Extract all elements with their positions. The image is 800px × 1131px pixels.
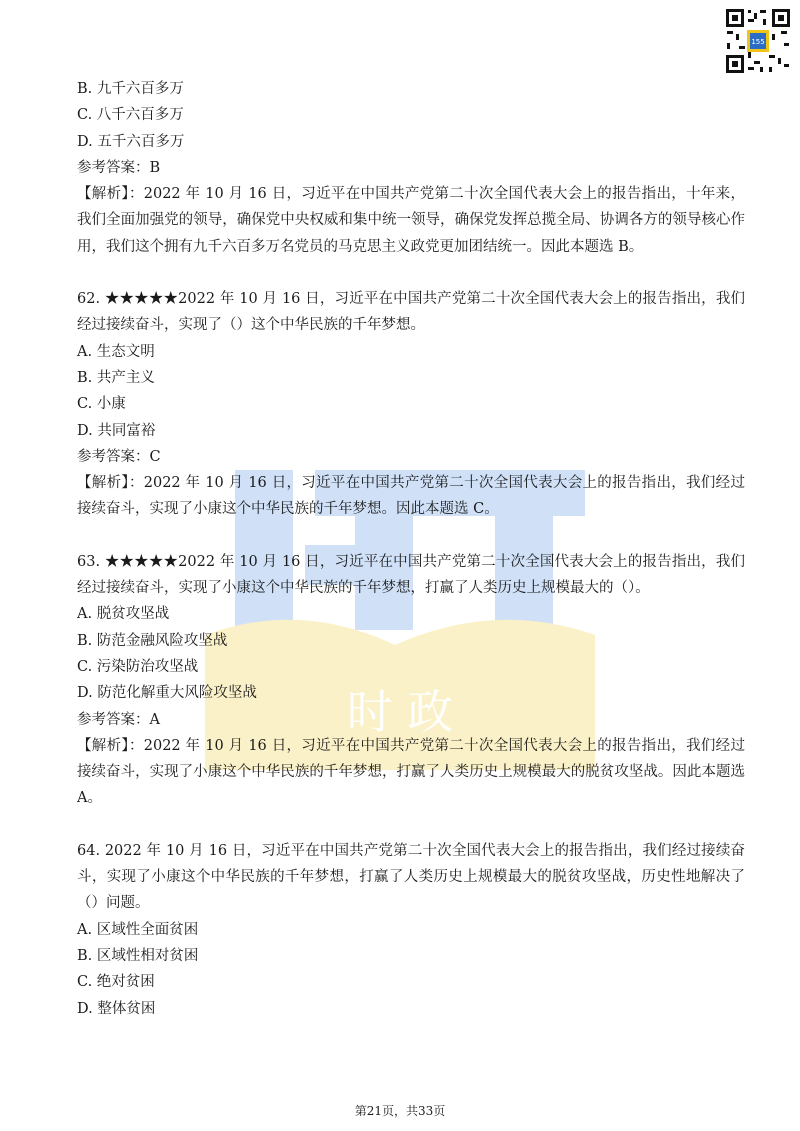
q63-option-b: B. 防范金融风险攻坚战 [77,632,228,649]
option-c: C. 八千六百多万 [77,107,184,124]
q63-option-c: C. 污染防治攻坚战 [77,658,199,675]
option-d: D. 五千六百多万 [77,133,185,150]
q62-reference-answer: 参考答案：C [77,448,161,465]
q62-option-c: C. 小康 [77,396,126,413]
page-footer: 第21页，共33页 [354,1104,446,1118]
q62-option-b: B. 共产主义 [77,369,155,386]
question-62-stem: 62. ★★★★★2022 年 10 月 16 日，习近平在中国共产党第二十次全国代表大会上的报告指出，我们经过接续奋斗，实现了（）这个中华民族的千年梦想。 [77,291,745,334]
q63-option-d: D. 防范化解重大风险攻坚战 [77,685,257,702]
qr-code [724,7,792,75]
q62-analysis: 【解析】：2022 年 10 月 16 日，习近平在中国共产党第二十次全国代表大会上的报告指出，我们经过接续奋斗，实现了小康这个中华民族的千年梦想。因此本题选 C。 [77,475,745,518]
option-b: B. 九千六百多万 [77,81,184,97]
q64-option-d: D. 整体贫困 [77,1000,156,1017]
q63-option-a: A. 脱贫攻坚战 [77,606,170,623]
watermark-text: 时 政 [346,685,454,739]
q64-option-b: B. 区域性相对贫困 [77,947,199,964]
question-63-stem: 63. ★★★★★2022 年 10 月 16 日，习近平在中国共产党第二十次全国代表大会上的报告指出，我们经过接续奋斗，实现了小康这个中华民族的千年梦想，打赢了人类历史上规模最大的（）。 [77,553,745,597]
page-content [77,76,745,1022]
q64-option-c: C. 绝对贫困 [77,974,155,991]
q64-option-a: A. 区域性全面贫困 [77,921,199,938]
q63-analysis: 【解析】：2022 年 10 月 16 日，习近平在中国共产党第二十次全国代表大会上的报告指出，我们经过接续奋斗，实现了小康这个中华民族的千年梦想，打赢了人类历史上规模最大的脱贫攻坚战。因此本题选 A。 [77,737,745,807]
reference-answer: 参考答案：B [77,159,161,176]
q62-option-a: A. 生态文明 [77,343,155,360]
q63-reference-answer: 参考答案：A [77,711,160,728]
analysis-text: 【解析】：2022 年 10 月 16 日，习近平在中国共产党第二十次全国代表大会上的报告指出，十年来，我们全面加强党的领导，确保党中央权威和集中统一领导，确保党发挥总揽全局、协调各方的领导核心作用，我们这个拥有九千六百多万名党员的马克思主义政党更加团结统一。因此本题选 B。 [77,186,745,255]
question-64-stem: 64. 2022 年 10 月 16 日，习近平在中国共产党第二十次全国代表大会上的报告指出，我们经过接续奋斗，实现了小康这个中华民族的千年梦想，打赢了人类历史上规模最大的脱贫攻坚战，历史性地解决了（）问题。 [77,842,745,912]
q62-option-d: D. 共同富裕 [77,422,156,439]
qr-badge-text: 155 [751,38,765,46]
